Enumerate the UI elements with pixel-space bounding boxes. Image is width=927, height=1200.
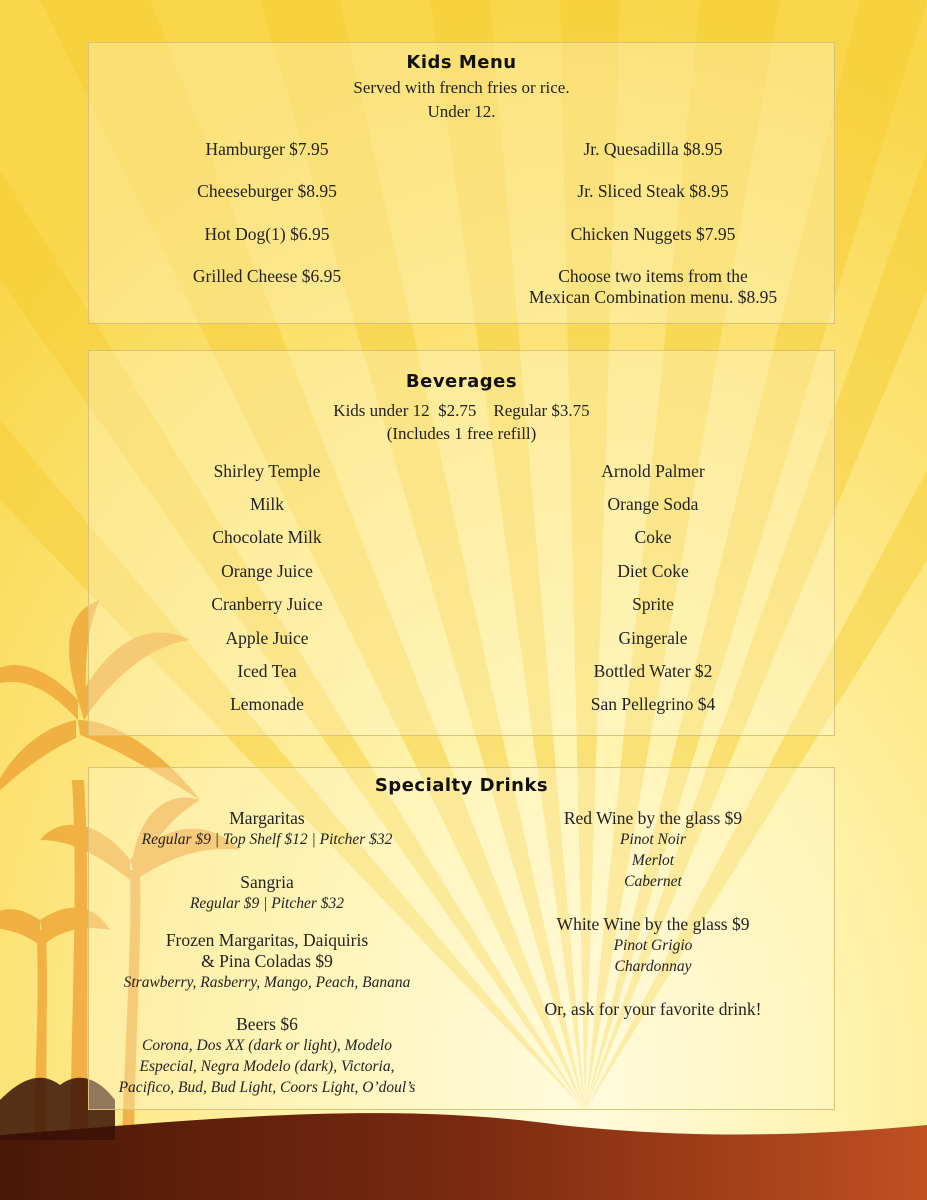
margaritas-prices: Regular $9 | Top Shelf $12 | Pitcher $32	[141, 831, 393, 848]
beverage-item: Shirley Temple	[213, 461, 321, 481]
kids-item: Jr. Sliced Steak $8.95	[577, 181, 729, 201]
favorite-drink-note: Or, ask for your favorite drink!	[544, 999, 762, 1019]
kids-combo-item	[473, 266, 833, 308]
beverage-item: Lemonade	[230, 694, 304, 714]
white-wine-option: Chardonnay	[614, 958, 692, 975]
beverage-item: Cranberry Juice	[211, 594, 323, 614]
beverages-title: Beverages	[405, 371, 518, 392]
red-wine-option: Merlot	[631, 852, 675, 869]
kids-menu-title: Kids Menu	[406, 52, 517, 73]
kids-menu-panel	[88, 42, 835, 324]
white-wine-name: White Wine by the glass $9	[556, 914, 750, 934]
frozen-drinks-item	[87, 930, 447, 993]
frozen-drinks-line-2: & Pina Coladas $9	[201, 951, 333, 971]
beverages-panel	[88, 350, 835, 736]
beverage-item: Bottled Water $2	[593, 661, 713, 681]
kids-item: Grilled Cheese $6.95	[192, 266, 342, 286]
beers-line-1: Corona, Dos XX (dark or light), Modelo	[142, 1037, 392, 1054]
beverages-prices: Kids under 12 $2.75 Regular $3.75	[333, 401, 590, 420]
specialty-drinks-panel	[88, 767, 835, 1110]
kids-menu-age-note: Under 12.	[427, 102, 496, 121]
red-wine-option: Cabernet	[624, 873, 682, 890]
red-wine-option: Pinot Noir	[620, 831, 686, 848]
sangria-prices: Regular $9 | Pitcher $32	[189, 895, 345, 912]
margaritas-name: Margaritas	[229, 808, 305, 828]
beverage-item: Gingerale	[618, 628, 688, 648]
beverage-item: Apple Juice	[225, 628, 309, 648]
kids-item: Hot Dog(1) $6.95	[204, 224, 330, 244]
beverage-item: Chocolate Milk	[212, 527, 322, 547]
frozen-drinks-flavors: Strawberry, Rasberry, Mango, Peach, Banana	[123, 974, 411, 991]
frozen-drinks-line-1: Frozen Margaritas, Daiquiris	[165, 930, 369, 950]
beverage-item: Sprite	[632, 594, 674, 614]
white-wine-option: Pinot Grigio	[613, 937, 693, 954]
kids-item: Chicken Nuggets $7.95	[570, 224, 736, 244]
beverage-item: Diet Coke	[617, 561, 689, 581]
beverage-item: San Pellegrino $4	[590, 694, 716, 714]
kids-item: Jr. Quesadilla $8.95	[583, 139, 723, 159]
specialty-drinks-title: Specialty Drinks	[374, 775, 549, 796]
kids-menu-served-with: Served with french fries or rice.	[353, 78, 570, 97]
red-wine-name: Red Wine by the glass $9	[563, 808, 743, 828]
kids-item: Cheeseburger $8.95	[197, 181, 337, 201]
beverage-item: Iced Tea	[237, 661, 297, 681]
beers-line-3: Pacifico, Bud, Bud Light, Coors Light, O’doul’s	[118, 1079, 416, 1096]
sangria-item	[87, 872, 447, 914]
beers-name: Beers $6	[236, 1014, 298, 1034]
beverages-refill-note: (Includes 1 free refill)	[386, 424, 537, 443]
beverage-item: Orange Juice	[221, 561, 313, 581]
kids-combo-line-2: Mexican Combination menu. $8.95	[528, 287, 778, 307]
sangria-name: Sangria	[240, 872, 294, 892]
kids-item: Hamburger $7.95	[205, 139, 329, 159]
kids-combo-line-1: Choose two items from the	[558, 266, 748, 286]
beers-line-2: Especial, Negra Modelo (dark), Victoria,	[139, 1058, 395, 1075]
beverage-item: Arnold Palmer	[601, 461, 705, 481]
beers-item	[87, 1014, 447, 1098]
white-wine-item	[473, 914, 833, 977]
beverage-item: Orange Soda	[607, 494, 699, 514]
beverage-item: Milk	[249, 494, 285, 514]
beverage-item: Coke	[634, 527, 672, 547]
margaritas-item	[87, 808, 447, 850]
red-wine-item	[473, 808, 833, 892]
